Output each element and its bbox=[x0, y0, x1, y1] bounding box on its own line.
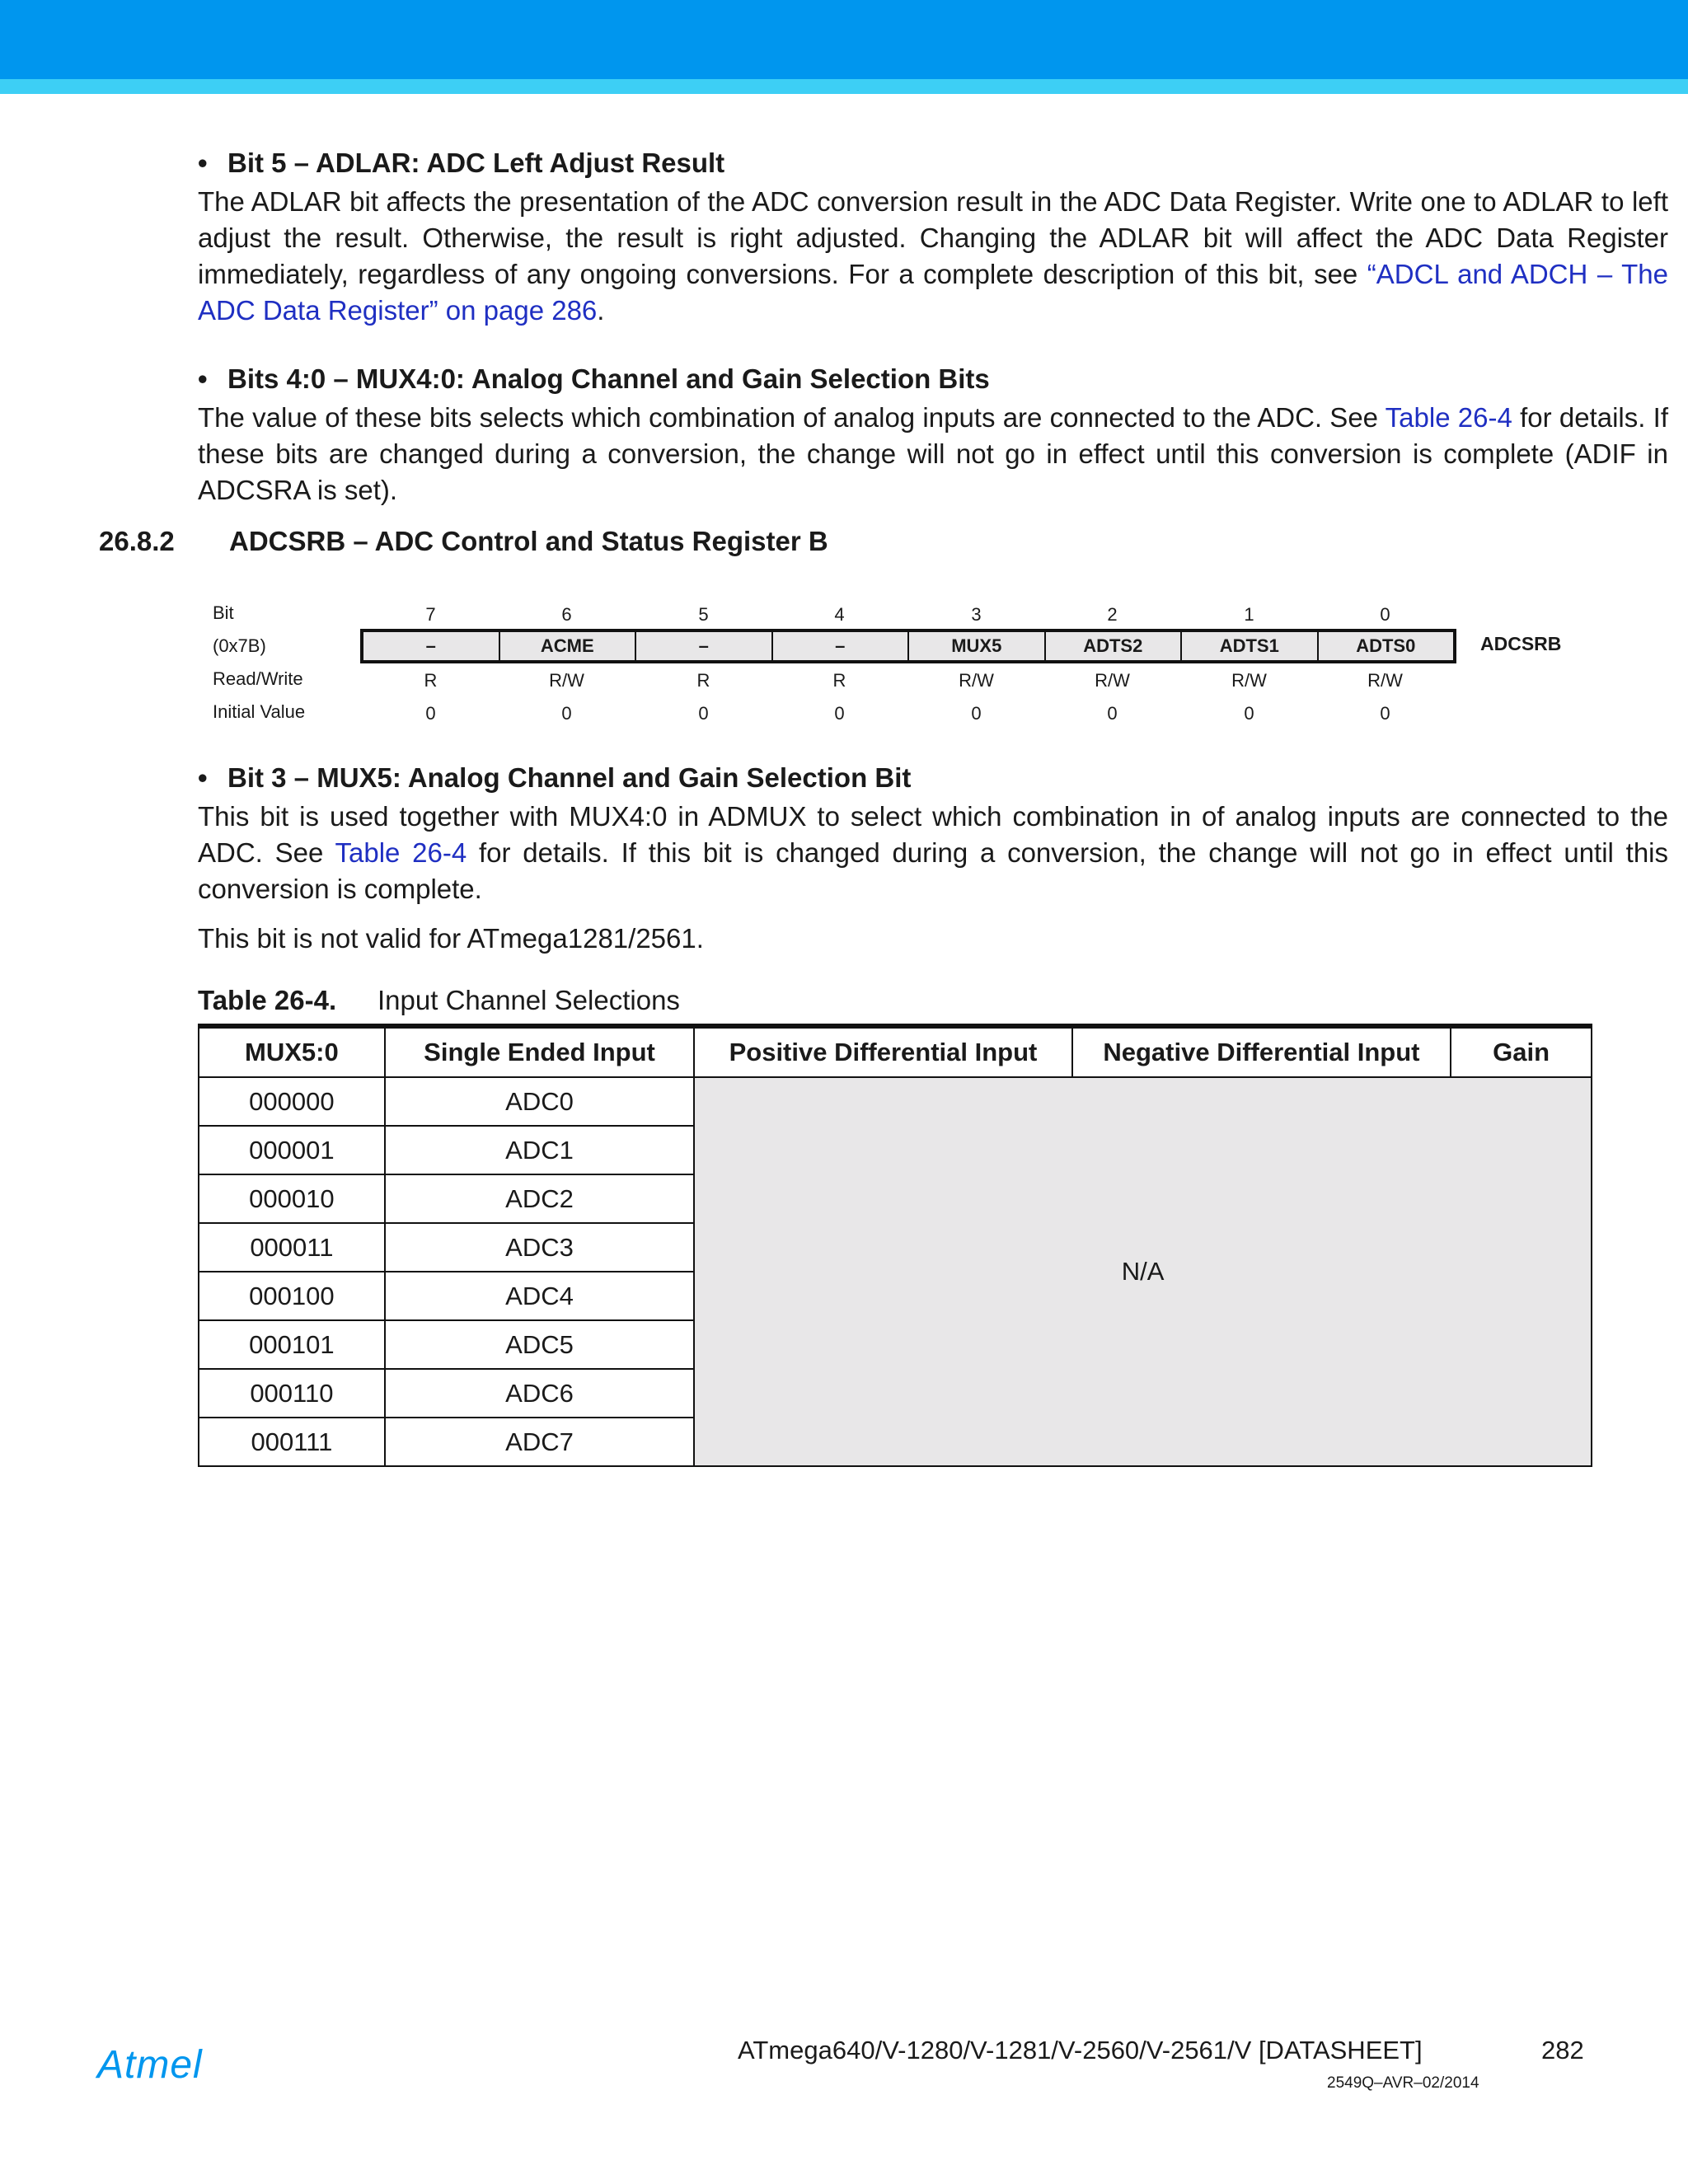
reg-rw: R/W bbox=[1231, 670, 1267, 691]
reg-bit-number: 6 bbox=[561, 604, 572, 625]
reg-initial: 0 bbox=[698, 703, 709, 724]
na-merged-cell: N/A bbox=[694, 1077, 1592, 1466]
reg-bit-number: 2 bbox=[1107, 604, 1118, 625]
reg-initial: 0 bbox=[971, 703, 982, 724]
bit3-note: This bit is not valid for ATmega1281/2561. bbox=[198, 923, 704, 954]
reg-initial: 0 bbox=[834, 703, 845, 724]
single-ended-input: ADC4 bbox=[385, 1272, 694, 1320]
column-header: Single Ended Input bbox=[385, 1026, 694, 1077]
reg-label-initial: Initial Value bbox=[213, 701, 306, 722]
column-header: MUX5:0 bbox=[199, 1026, 385, 1077]
reg-bit-name: MUX5 bbox=[907, 632, 1044, 660]
bits40-heading: • Bits 4:0 – MUX4:0: Analog Channel and Gain Selection Bits bbox=[198, 363, 990, 394]
single-ended-input: ADC7 bbox=[385, 1418, 694, 1466]
single-ended-input: ADC5 bbox=[385, 1320, 694, 1369]
table-26-4-link[interactable]: Table 26-4 bbox=[1385, 402, 1512, 433]
reg-bit-name: – bbox=[635, 632, 771, 660]
reg-bit-name: ADTS2 bbox=[1044, 632, 1181, 660]
reg-label-readwrite: Read/Write bbox=[213, 668, 303, 689]
single-ended-input: ADC6 bbox=[385, 1369, 694, 1418]
table-header-row bbox=[199, 1026, 1592, 1077]
reg-rw: R bbox=[832, 670, 846, 691]
reg-initial: 0 bbox=[1107, 703, 1118, 724]
mux-value: 000111 bbox=[199, 1418, 385, 1466]
reg-initial: 0 bbox=[1380, 703, 1390, 724]
reg-initial: 0 bbox=[1244, 703, 1254, 724]
reg-bit-name: ACME bbox=[499, 632, 635, 660]
bit3-heading: • Bit 3 – MUX5: Analog Channel and Gain Selection Bit bbox=[198, 762, 912, 793]
reg-bit-number: 7 bbox=[425, 604, 436, 625]
input-channel-table bbox=[198, 1024, 1592, 1467]
mux-value: 000001 bbox=[199, 1126, 385, 1174]
reg-initial: 0 bbox=[561, 703, 572, 724]
reg-bit-number: 1 bbox=[1244, 604, 1254, 625]
adc-data-register-link[interactable]: “ADCL and ADCH – The ADC Data Register” on page 286 bbox=[198, 259, 1668, 326]
register-name: ADCSRB bbox=[1480, 633, 1562, 654]
reg-label-address: (0x7B) bbox=[213, 635, 266, 656]
table-label: Table 26-4. bbox=[198, 985, 337, 1015]
reg-bit-number: 0 bbox=[1380, 604, 1390, 625]
column-header: Positive Differential Input bbox=[694, 1026, 1071, 1077]
footer-title: ATmega640/V-1280/V-1281/V-2560/V-2561/V [DATASHEET] bbox=[738, 2036, 1423, 2064]
reg-rw: R/W bbox=[1367, 670, 1403, 691]
table-caption: Input Channel Selections bbox=[377, 985, 680, 1015]
table-26-4-link[interactable]: Table 26-4 bbox=[335, 837, 467, 868]
reg-bit-number: 3 bbox=[971, 604, 982, 625]
reg-bit-name: ADTS1 bbox=[1180, 632, 1317, 660]
section-title: ADCSRB – ADC Control and Status Register B bbox=[229, 526, 828, 556]
reg-bit-name: ADTS0 bbox=[1317, 632, 1454, 660]
single-ended-input: ADC2 bbox=[385, 1174, 694, 1223]
atmel-logo: Atmel bbox=[97, 2043, 203, 2087]
header-banner bbox=[0, 0, 1688, 79]
reg-bit-name: – bbox=[771, 632, 908, 660]
header-stripe bbox=[0, 79, 1688, 94]
single-ended-input: ADC1 bbox=[385, 1126, 694, 1174]
reg-rw: R bbox=[424, 670, 438, 691]
page-number: 282 bbox=[1541, 2036, 1584, 2064]
table-row bbox=[199, 1077, 1592, 1126]
single-ended-input: ADC3 bbox=[385, 1223, 694, 1272]
reg-rw: R bbox=[696, 670, 710, 691]
bit3-paragraph: This bit is used together with MUX4:0 in ADMUX to select which combination in of analog inputs are connected to the ADC. See Table 26-4 for details. If this bit is changed during a conversion, the change will not go in effect until this conversion is complete. bbox=[198, 801, 1669, 904]
register-bit-box bbox=[360, 629, 1456, 663]
reg-bit-number: 4 bbox=[834, 604, 845, 625]
mux-value: 000011 bbox=[199, 1223, 385, 1272]
reg-bit-name: – bbox=[425, 635, 436, 656]
mux-value: 000000 bbox=[199, 1077, 385, 1126]
mux-value: 000101 bbox=[199, 1320, 385, 1369]
reg-bit-number: 5 bbox=[698, 604, 709, 625]
mux-value: 000010 bbox=[199, 1174, 385, 1223]
column-header: Negative Differential Input bbox=[1072, 1026, 1451, 1077]
bit5-paragraph: The ADLAR bit affects the presentation of the ADC conversion result in the ADC Data Register. Write one to ADLAR to left adjust the result. Otherwise, the result is right adjusted. Changing the ADLAR bit will affect the ADC Data Register immediately, regardless of any ongoing conversions. For a complete description of this bit, see “ADCL and ADCH – The ADC Data Register” on page 286. bbox=[198, 186, 1668, 326]
bit5-heading: • Bit 5 – ADLAR: ADC Left Adjust Result bbox=[198, 148, 725, 178]
reg-rw: R/W bbox=[1095, 670, 1130, 691]
bits40-paragraph: The value of these bits selects which combination of analog inputs are connected to the ADC. See Table 26-4 for details. If these bits are changed during a conversion, the change will not go in effect until this conversion is complete (ADIF in ADCSRA is set). bbox=[198, 402, 1668, 505]
reg-rw: R/W bbox=[959, 670, 994, 691]
mux-value: 000110 bbox=[199, 1369, 385, 1418]
section-number: 26.8.2 bbox=[99, 526, 175, 556]
mux-value: 000100 bbox=[199, 1272, 385, 1320]
column-header: Gain bbox=[1451, 1026, 1592, 1077]
reg-initial: 0 bbox=[425, 703, 436, 724]
reg-rw: R/W bbox=[549, 670, 584, 691]
single-ended-input: ADC0 bbox=[385, 1077, 694, 1126]
reg-label-bit: Bit bbox=[213, 602, 234, 623]
doc-code: 2549Q–AVR–02/2014 bbox=[1327, 2074, 1479, 2092]
